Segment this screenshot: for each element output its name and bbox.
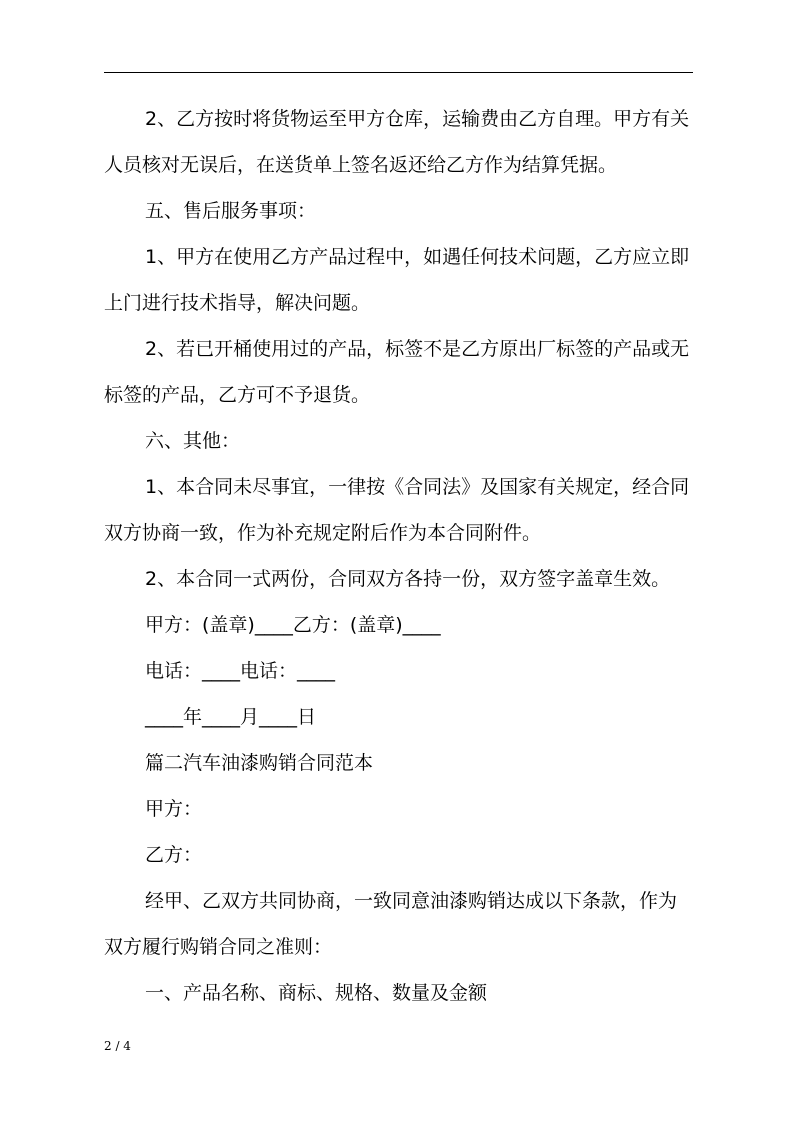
paragraph-agreement-intro: 经甲、乙双方共同协商，一致同意油漆购销达成以下条款，作为双方履行购销合同之准则： xyxy=(104,890,678,958)
signature-line: 甲方：(盖章)____乙方：(盖章)____ xyxy=(145,614,441,636)
page-number: 2 / 4 xyxy=(104,1039,131,1053)
header-rule xyxy=(104,72,693,73)
paragraph-tech-support: 1、甲方在使用乙方产品过程中，如遇任何技术问题，乙方应立即上门进行技术指导，解决问题。 xyxy=(104,246,690,314)
paragraph-return-policy: 2、若已开桶使用过的产品，标签不是乙方原出厂标签的产品或无标签的产品，乙方可不予退货。 xyxy=(104,338,690,406)
chapter-title: 篇二汽车油漆购销合同范本 xyxy=(145,752,374,774)
paragraph-copies: 2、本合同一式两份，合同双方各持一份，双方签字盖章生效。 xyxy=(145,568,671,590)
section-heading-other: 六、其他： xyxy=(145,430,241,452)
document-body xyxy=(104,96,693,1016)
phone-line: 电话：____电话：____ xyxy=(145,660,336,682)
party-a-line: 甲方： xyxy=(145,798,203,820)
section-heading-products: 一、产品名称、商标、规格、数量及金额 xyxy=(145,982,488,1004)
party-b-line: 乙方： xyxy=(145,844,203,866)
paragraph-delivery-terms: 2、乙方按时将货物运至甲方仓库，运输费由乙方自理。甲方有关人员核对无误后，在送货单上签名返还给乙方作为结算凭据。 xyxy=(104,108,690,176)
paragraph-supplementary-rules: 1、本合同未尽事宜，一律按《合同法》及国家有关规定，经合同双方协商一致，作为补充规定附后作为本合同附件。 xyxy=(104,476,690,544)
date-line: ____年____月____日 xyxy=(145,706,317,728)
section-heading-after-sales: 五、售后服务事项： xyxy=(145,200,317,222)
